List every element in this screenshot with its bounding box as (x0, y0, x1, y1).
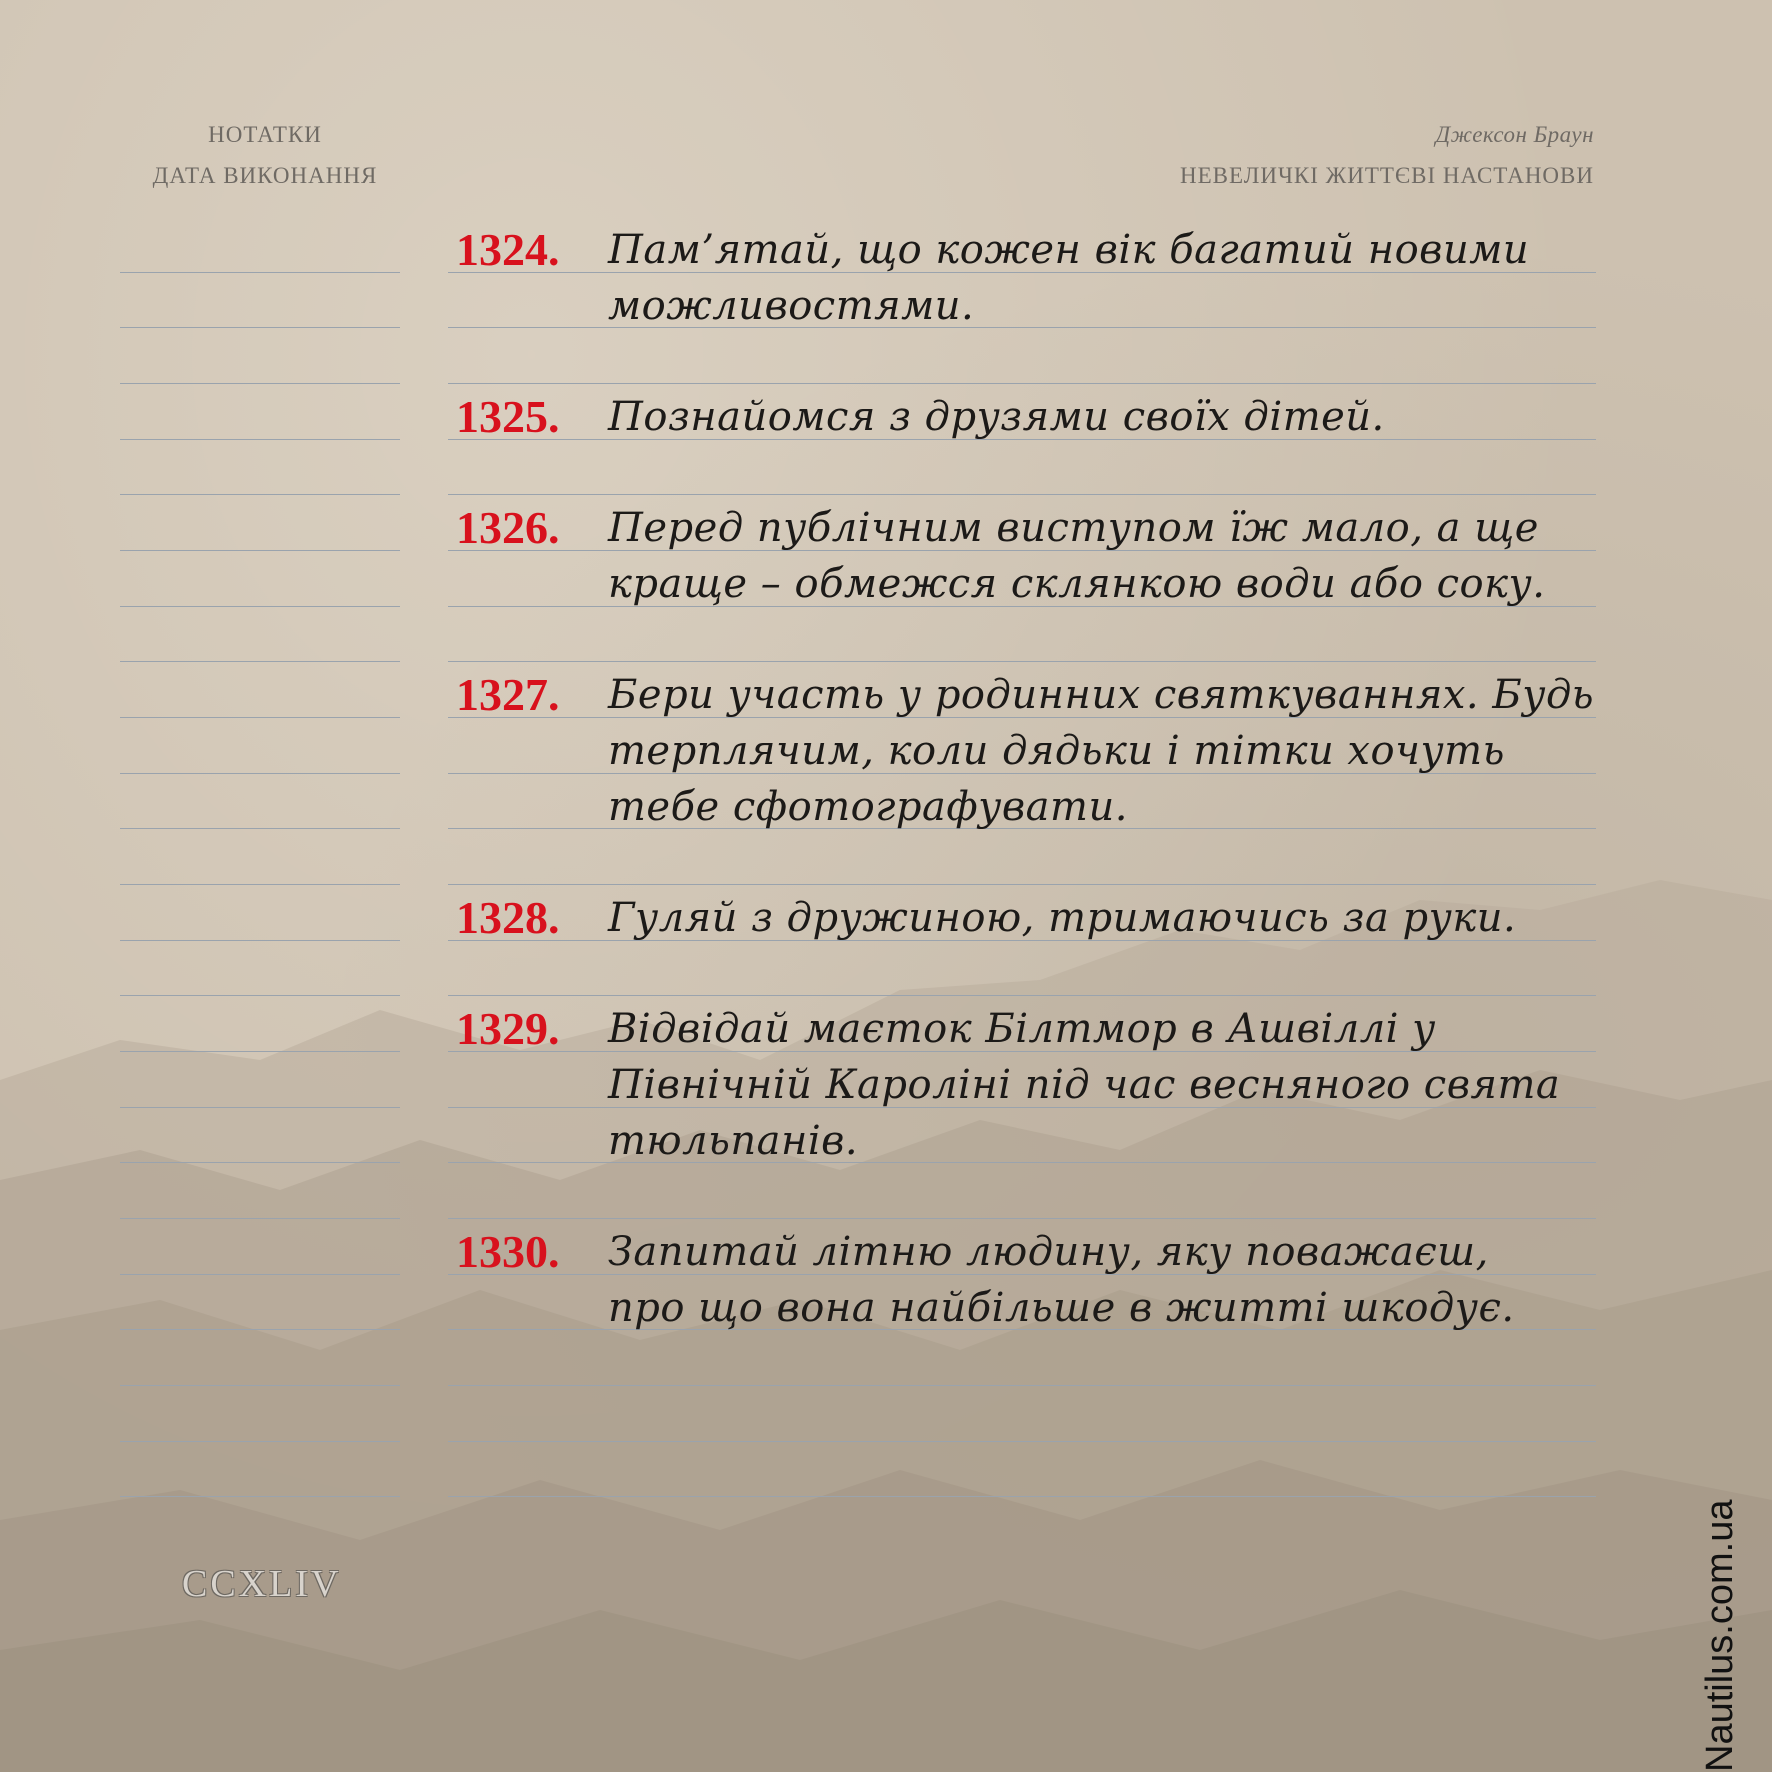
notes-rule (120, 884, 400, 885)
notes-rule (120, 439, 400, 440)
notes-rule (120, 1385, 400, 1386)
entry-number: 1330. (456, 1226, 560, 1277)
entry-number: 1328. (456, 892, 560, 943)
entry-text: Бери участь у родинних святкуваннях. Будь терплячим, коли дядьки і тітки хочуть тебе сфотографувати. (608, 672, 1595, 830)
entry-number: 1326. (456, 502, 560, 553)
notes-label: НОТАТКИ (208, 122, 322, 147)
text-rule (448, 661, 1596, 662)
notes-rule (120, 550, 400, 551)
notes-rule (120, 1496, 400, 1497)
entry-text: Познайомся з друзями своїх дітей. (608, 394, 1385, 440)
notes-rule (120, 1051, 400, 1052)
book-title: НЕВЕЛИЧКІ ЖИТТЄВІ НАСТАНОВИ (1179, 163, 1594, 188)
entry-text: Відвідай маєток Білтмор в Ашвіллі у Північній Кароліні під час весняного свята тюльпанів. (608, 1006, 1561, 1164)
entry-text: Запитай літню людину, яку поважаєш, про що вона найбільше в житті шкодує. (608, 1229, 1515, 1331)
entry-number: 1327. (456, 669, 560, 720)
notes-rule (120, 940, 400, 941)
entry-number: 1325. (456, 391, 560, 442)
notes-rule (120, 1162, 400, 1163)
text-rule (448, 494, 1596, 495)
notes-rule (120, 1218, 400, 1219)
text-rule (448, 1218, 1596, 1219)
notes-rule (120, 494, 400, 495)
publisher-watermark: Nautilus.com.ua (1699, 1499, 1741, 1772)
notes-rule (120, 995, 400, 996)
notes-rule (120, 661, 400, 662)
notes-rule (120, 717, 400, 718)
notes-rule (120, 272, 400, 273)
notes-rule (120, 1107, 400, 1108)
text-rule (448, 1496, 1596, 1497)
notes-rule (120, 606, 400, 607)
entry-text: Пам’ятай, що кожен вік багатий новими можливостями. (608, 227, 1530, 329)
notes-rule (120, 383, 400, 384)
author-name: Джексон Браун (1435, 122, 1594, 147)
running-header (894, 114, 1594, 196)
notes-rule (120, 327, 400, 328)
completion-date-label: ДАТА ВИКОНАННЯ (152, 163, 378, 188)
text-rule (448, 995, 1596, 996)
entry-text: Перед публічним виступом їж мало, а ще краще – обмежся склянкою води або соку. (608, 505, 1546, 607)
text-rule (448, 884, 1596, 885)
notes-rule (120, 1441, 400, 1442)
entry-number: 1329. (456, 1003, 560, 1054)
text-rule (448, 383, 1596, 384)
text-rule (448, 1441, 1596, 1442)
notes-rule (120, 828, 400, 829)
notes-header (120, 114, 410, 196)
notes-rule (120, 1274, 400, 1275)
entry-number: 1324. (456, 224, 560, 275)
notes-rule (120, 773, 400, 774)
notes-rule (120, 1329, 400, 1330)
entry-text: Гуляй з дружиною, тримаючись за руки. (608, 895, 1517, 941)
text-rule (448, 1385, 1596, 1386)
page-number: CCXLIV (182, 1563, 342, 1605)
